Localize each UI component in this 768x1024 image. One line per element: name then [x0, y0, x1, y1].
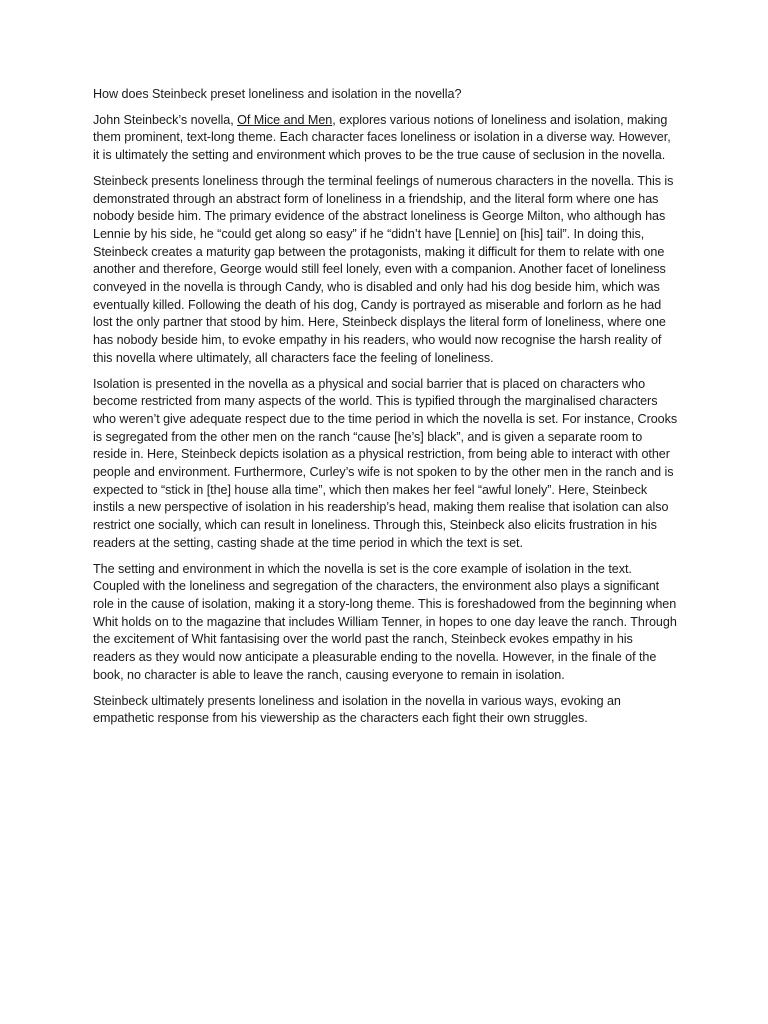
- body-paragraph-isolation: Isolation is presented in the novella as a physical and social barrier that is placed on characters who become restricted from many aspects of the world. This is typified through the marginalised characters who weren’t give adequate respect due to the time period in which the novella is set. For instance, Crooks is segregated from the other men on the ranch “cause [he’s] black”, and is given a separate room to reside in. Here, Steinbeck depicts isolation as a physical restriction, from being able to interact with other people and environment. Furthermore, Curley’s wife is not spoken to by the other men in the ranch and is expected to “stick in [the] house alla time”, which then makes her feel “awful lonely”. Here, Steinbeck instils a new perspective of isolation in his readership’s head, making them realise that isolation can also restrict one socially, which can result in loneliness. Through this, Steinbeck also elicits frustration in his readers at the setting, casting shade at the time period in which the text is set.: [93, 376, 678, 550]
- book-title: Of Mice and Men: [237, 112, 333, 127]
- intro-paragraph: [93, 112, 678, 165]
- body-paragraph-loneliness: Steinbeck presents loneliness through the terminal feelings of numerous characters in the novella. This is demonstrated through an abstract form of loneliness in a friendship, and the literal form where one has nobody beside him. The primary evidence of the abstract loneliness is George Milton, who although has Lennie by his side, he “could get along so easy” if he “didn’t have [Lennie] on [his] tail”. In doing this, Steinbeck creates a maturity gap between the protagonists, making it difficult for them to relate with one another and therefore, George would still feel lonely, even with a companion. Another facet of loneliness conveyed in the novella is through Candy, who is disabled and only had his dog beside him, which was eventually killed. Following the death of his dog, Candy is portrayed as miserable and forlorn as he had lost the only partner that stood by him. Here, Steinbeck displays the literal form of loneliness, where one has nobody beside him, to evoke empathy in his readers, who would now recognise the harsh reality of this novella where ultimately, all characters face the feeling of loneliness.: [93, 173, 674, 365]
- intro-text-start: John Steinbeck’s novella,: [93, 112, 238, 127]
- body-paragraph-setting: The setting and environment in which the novella is set is the core example of isolation in the text. Coupled with the loneliness and segregation of the characters, the environment also plays a significant role in the cause of isolation, making it a story-long theme. This is foreshadowed from the beginning when Whit holds on to the magazine that includes William Tenner, in hopes to one day leave the ranch. Through the excitement of Whit fantasising over the world past the ranch, Steinbeck evokes empathy in his readers as they would now anticipate a pleasurable ending to the novella. However, in the finale of the book, no character is able to leave the ranch, causing everyone to remain in isolation.: [93, 561, 677, 682]
- conclusion-paragraph: Steinbeck ultimately presents loneliness and isolation in the novella in various ways, evoking an empathetic response from his viewership as the characters each fight their own struggles.: [93, 693, 621, 726]
- intro-text-end: , explores various notions of loneliness and isolation, making them prominent, text-long theme. Each character faces loneliness or isolation in a diverse way. However, it is ultimately the setting and environment which proves to be the true cause of seclusion in the novella.: [93, 112, 671, 163]
- essay-page: [93, 86, 678, 736]
- essay-question: How does Steinbeck preset loneliness and isolation in the novella?: [93, 87, 462, 101]
